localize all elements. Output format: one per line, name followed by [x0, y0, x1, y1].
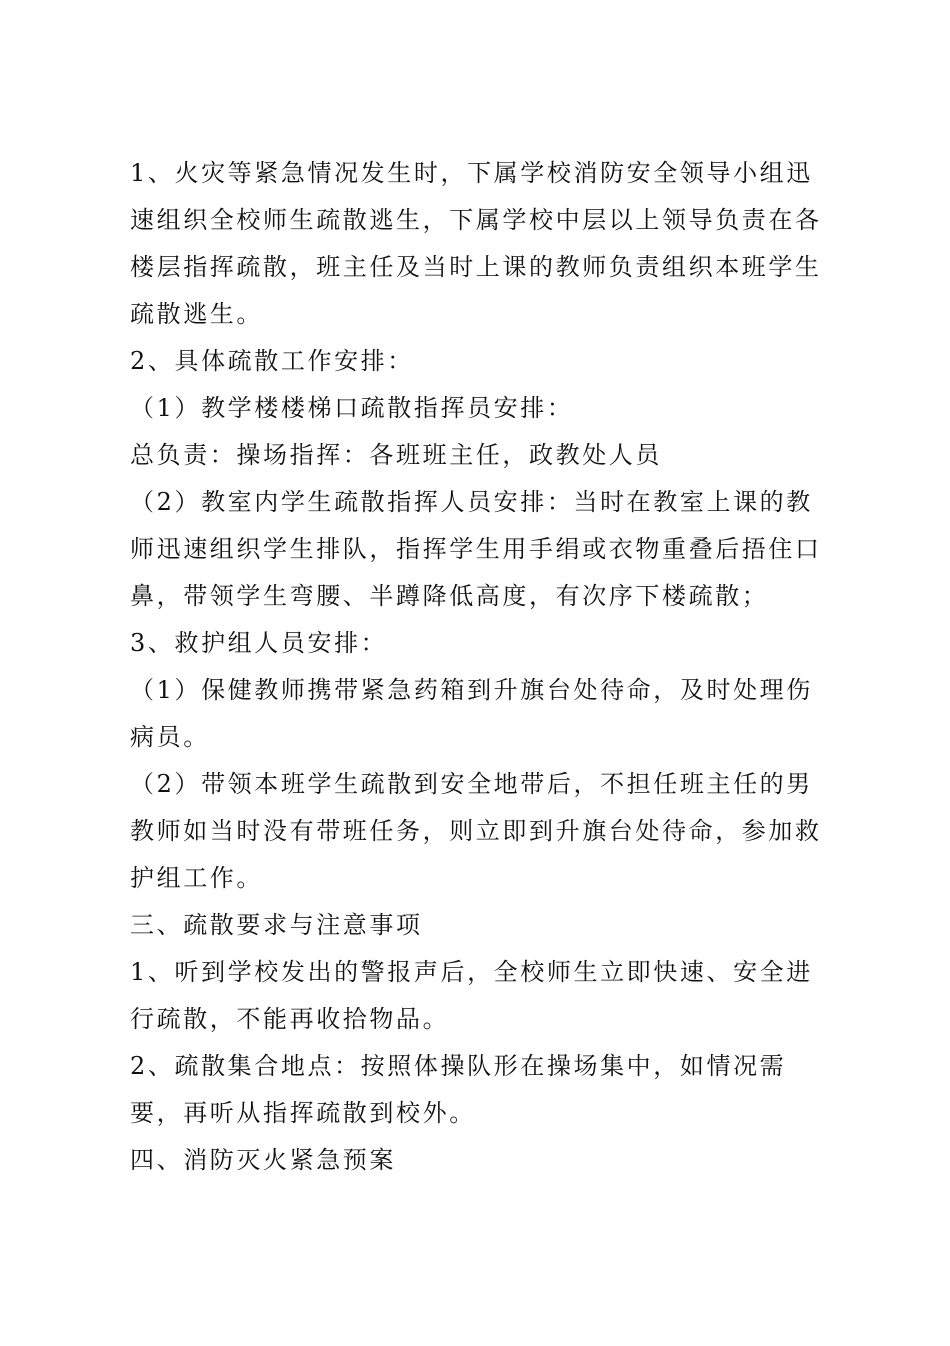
paragraph-rescue-team-heading: 3、救护组人员安排：: [130, 629, 388, 657]
paragraph-evacuation-arrangement-heading: 2、具体疏散工作安排：: [130, 347, 414, 375]
paragraph-stairway-commanders: （1）教学楼楼梯口疏散指挥员安排：: [130, 394, 574, 422]
section-heading-evacuation-requirements: 三、疏散要求与注意事项: [130, 911, 423, 939]
paragraph-classroom-commanders: （2）教室内学生疏散指挥人员安排：当时在教室上课的教师迅速组织学生排队，指挥学生用手绢或衣物重叠后捂住口鼻，带领学生弯腰、半蹲降低高度，有次序下楼疏散；: [130, 488, 822, 610]
paragraph-health-teacher: （1）保健教师携带紧急药箱到升旗台处待命，及时处理伤病员。: [130, 676, 813, 751]
paragraph-evacuation-leadership: 1、火灾等紧急情况发生时，下属学校消防安全领导小组迅速组织全校师生疏散逃生，下属学校中层以上领导负责在各楼层指挥疏散，班主任及当时上课的教师负责组织本班学生疏散逃生。: [130, 159, 822, 328]
paragraph-male-teachers: （2）带领本班学生疏散到安全地带后，不担任班主任的男教师如当时没有带班任务，则立即到升旗台处待命，参加救护组工作。: [130, 770, 822, 892]
document-body: [130, 150, 830, 1184]
paragraph-assembly-point: 2、疏散集合地点：按照体操队形在操场集中，如情况需要，再听从指挥疏散到校外。: [130, 1052, 787, 1127]
section-heading-fire-plan: 四、消防灭火紧急预案: [130, 1146, 396, 1174]
paragraph-general-responsibility: 总负责：操场指挥：各班班主任，政教处人员: [130, 441, 662, 469]
paragraph-alarm-response: 1、听到学校发出的警报声后，全校师生立即快速、安全进行疏散，不能再收拾物品。: [130, 958, 813, 1033]
